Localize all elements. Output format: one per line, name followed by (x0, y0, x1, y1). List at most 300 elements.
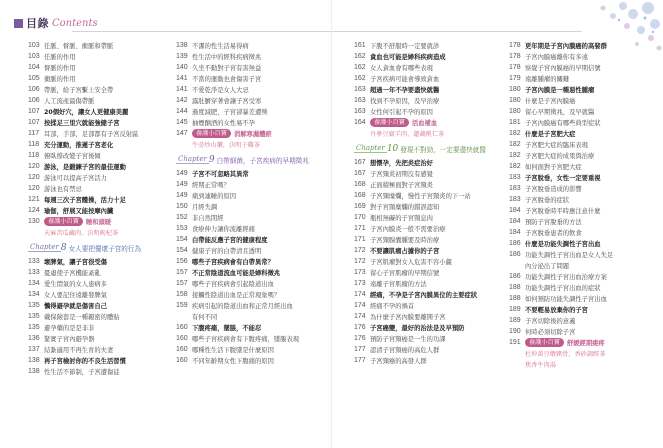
chapter-title: 白帶細菌，子宮疾病的早期徵兆 (216, 156, 309, 165)
toc-entry[interactable] (509, 315, 629, 326)
page-number: 130 (28, 218, 40, 225)
page-number: 141 (176, 86, 188, 93)
toc-entry[interactable] (354, 278, 474, 289)
entry-title: 衝脈的作用 (44, 76, 76, 83)
entry-title: 正面積極面對子宮頸炎 (370, 182, 433, 189)
page-number: 189 (509, 306, 521, 313)
toc-entry[interactable] (354, 289, 478, 300)
entry-title: 人工流產最傷帶脈 (44, 98, 95, 105)
toc-list (354, 40, 474, 117)
page-number: 178 (509, 53, 521, 60)
toc-entry[interactable] (176, 278, 296, 289)
entry-title: 憂慮使子宮機能紊亂 (44, 270, 101, 277)
toc-entry[interactable] (176, 311, 296, 322)
page-number: 176 (354, 324, 366, 331)
chapter-title: 發現不對勁，一定要盡快就醫 (400, 145, 486, 154)
toc-list (176, 40, 296, 128)
toc-entry[interactable] (354, 40, 474, 51)
entry-title: 遠離腫瘤的關鍵 (525, 76, 570, 83)
page-number: 171 (354, 236, 366, 243)
entry-title: 過度減肥，子宮卻暴差遭殃 (192, 109, 268, 116)
toc-list (509, 40, 629, 337)
page-number: 188 (509, 284, 521, 291)
entry-title: 子宮頸炎初期沒有感覺 (370, 171, 433, 178)
page-number: 163 (354, 108, 366, 115)
toc-entry[interactable] (28, 333, 148, 344)
toc-entry[interactable] (354, 300, 474, 311)
page-number: 137 (28, 346, 40, 353)
entry-title: 不同年齡期女性下腹痛的原因 (192, 358, 274, 365)
chapter-number: 8 (60, 242, 67, 253)
page-number: 182 (509, 163, 521, 170)
toc-entry[interactable] (509, 161, 629, 172)
entry-title: 久坐不動對子宮有害無益 (192, 65, 262, 72)
page-number: 120 (28, 163, 40, 170)
chapter-heading[interactable] (354, 142, 486, 155)
toc-entry[interactable] (28, 256, 148, 267)
toc-entry[interactable] (28, 128, 148, 139)
page-number: 191 (509, 339, 521, 346)
page-number: 176 (354, 335, 366, 342)
page-number: 158 (176, 291, 188, 298)
toc-list (28, 256, 148, 377)
page-number: 186 (509, 240, 521, 247)
entry-title: 游泳也有禁忌 (44, 186, 82, 193)
page-number: 139 (176, 53, 188, 60)
page-number: 162 (354, 75, 366, 82)
page-number: 160 (176, 335, 188, 342)
entry-title: 女性何引起不孕的原因 (370, 109, 433, 116)
toc-entry[interactable] (509, 172, 629, 183)
entry-title: 功能失調性子宮出血是女人失足 (525, 252, 614, 259)
page-number: 181 (509, 119, 521, 126)
entry-title: 預防子宮頸癌是一生的功課 (370, 336, 446, 343)
toc-entry[interactable] (28, 322, 148, 333)
page-number: 138 (176, 42, 188, 49)
toc-entry[interactable] (354, 84, 474, 95)
toc-entry[interactable] (509, 271, 629, 282)
toc-special-row[interactable] (354, 117, 474, 128)
page-number: 149 (176, 170, 188, 177)
entry-title: 任脈、督脈、衝脈和帶脈 (44, 43, 114, 50)
page-number: 107 (28, 108, 40, 115)
entry-title: 不潔的性生活易得病 (192, 43, 249, 50)
toc-entry[interactable] (354, 333, 474, 344)
toc-entry[interactable] (509, 216, 629, 227)
page-number: 174 (354, 313, 366, 320)
toc-entry[interactable] (176, 201, 296, 212)
entry-title: 子宮頸癌的高發人群 (370, 358, 427, 365)
recipe-note: 杜仲黃豆燉豬骨，香砂調經茶 (525, 351, 606, 358)
toc-entry[interactable] (28, 366, 148, 377)
entry-title: 耳部，手部，足部都有子宮反射區 (44, 131, 139, 138)
toc-entry[interactable] (354, 62, 474, 73)
page-number: 106 (28, 97, 40, 104)
page-number: 183 (509, 174, 521, 181)
toc-entry[interactable] (354, 157, 474, 168)
page-number: 156 (176, 258, 188, 265)
toc-entry[interactable] (28, 267, 148, 278)
entry-title: 痛到連睡的原因 (192, 193, 237, 200)
page-number: 163 (354, 97, 366, 104)
page-number: 120 (28, 185, 40, 192)
page-number: 184 (509, 229, 521, 236)
toc-entry[interactable] (354, 267, 474, 278)
page-number: 164 (354, 119, 366, 126)
entry-title: 瑜伽，舒展又能按摩內臟 (44, 208, 114, 215)
toc-entry[interactable] (509, 304, 629, 315)
toc-entry[interactable] (509, 139, 629, 150)
page-number: 152 (176, 214, 188, 221)
entry-title: 什麼是子宮肥大症 (525, 131, 576, 138)
page-number: 142 (176, 97, 188, 104)
recipe-note: 丹參豆腐羊肉，蓮藕桃仁茶 (370, 131, 445, 138)
entry-title: 瓶相無礙的子宮頸息肉 (370, 215, 433, 222)
toc-entry[interactable] (176, 62, 296, 73)
page-number: 182 (509, 152, 521, 159)
toc-entry[interactable] (28, 106, 148, 117)
entry-title: 帶脈，給子宮繫上安全帶 (44, 87, 114, 94)
page-number: 177 (354, 357, 366, 364)
toc-entry[interactable] (176, 106, 296, 117)
page-number: 118 (28, 152, 40, 159)
recipe-title: 睡和頭暖 (85, 219, 112, 226)
entry-title: 想懷孕，先把炎症治好 (370, 160, 433, 167)
chapter-number: 9 (208, 154, 215, 165)
toc-entry[interactable] (176, 73, 296, 84)
entry-title: 遠離子宮肌瘤的方法 (370, 281, 427, 288)
entry-title: 緊實子宮內避孕器 (44, 336, 95, 343)
header-divider (72, 31, 582, 32)
entry-title: 有何不同 (192, 314, 218, 321)
entry-title: 子宮肌瘤對女人危害不容小覷 (370, 259, 452, 266)
toc-entry[interactable] (28, 84, 148, 95)
toc-column-2 (176, 40, 309, 366)
entry-title: 子宮內膜癌有哪些典型症狀 (525, 120, 601, 127)
page-number: 154 (176, 247, 188, 254)
entry-title: 子宮脫垂，女性一定要重視 (525, 175, 601, 182)
toc-entry[interactable] (509, 73, 629, 84)
recipe-note: 牛蒡炒山藥，決明子雞茶 (192, 142, 261, 149)
toc-entry[interactable] (176, 212, 296, 223)
entry-title: 性生活不節制，子宮遭傷徒 (44, 369, 120, 376)
entry-title: 哪種性生活下腹墜是什麼原因 (192, 347, 274, 354)
page-number: 149 (176, 192, 188, 199)
entry-title: 子宮脫垂患者的飲食 (525, 230, 582, 237)
page-number: 189 (509, 317, 521, 324)
entry-title: 不正常陰道流血可能是婦科徵兆 (192, 270, 281, 277)
entry-title: 功能失調性子宮出血治療方案 (525, 274, 607, 281)
entry-title: 認清子宮頸癌的高危人群 (370, 347, 440, 354)
toc-entry[interactable] (354, 245, 474, 256)
toc-entry[interactable] (509, 40, 629, 51)
page-number: 133 (28, 269, 40, 276)
entry-title: 內分泌出了問題 (525, 263, 570, 270)
toc-entry[interactable] (509, 249, 629, 260)
entry-title: 懶得避孕就是傷害自己 (44, 303, 107, 310)
toc-entry[interactable] (28, 40, 148, 51)
page-number: 174 (354, 291, 366, 298)
page-number: 106 (28, 86, 40, 93)
page-number: 173 (354, 280, 366, 287)
entry-title: 子宮內膜是一種惡性腫瘤 (525, 87, 595, 94)
chapter-number: 10 (386, 143, 399, 154)
toc-list (354, 157, 478, 366)
chapter-heading[interactable] (28, 241, 148, 254)
toc-entry[interactable] (28, 161, 148, 172)
page-number: 159 (176, 302, 188, 309)
toc-entry[interactable] (509, 117, 629, 128)
entry-title: 子宮頸糜爛，慢性子宮頸炎的下一站 (370, 193, 471, 200)
header-square-icon (14, 19, 23, 28)
toc-entry[interactable] (28, 355, 148, 366)
entry-title: 子宮內膜癌離你有多遠 (525, 54, 588, 61)
toc-entry[interactable] (509, 205, 629, 216)
toc-entry[interactable] (354, 322, 474, 333)
toc-entry[interactable] (28, 172, 148, 183)
entry-title: 子宮切除後的意義 (525, 318, 576, 325)
page-number: 168 (354, 181, 366, 188)
page-number: 160 (176, 324, 188, 331)
toc-entry[interactable] (509, 183, 629, 194)
toc-entry[interactable] (176, 234, 296, 245)
toc-entry[interactable] (354, 256, 474, 267)
toc-entry[interactable] (509, 106, 629, 117)
page-number: 183 (509, 185, 521, 192)
entry-title: 游泳可以提高子宮活力 (44, 175, 107, 182)
toc-entry[interactable] (176, 84, 296, 95)
page-number: 183 (509, 196, 521, 203)
page-number: 161 (354, 42, 366, 49)
entry-title: 子宮癌變，最好的治法是及早預防 (370, 325, 465, 332)
page-number: 138 (28, 357, 40, 364)
toc-special-row[interactable] (28, 216, 148, 227)
entry-title: 充分運動，推遲子宮老化 (44, 142, 114, 149)
toc-entry[interactable] (176, 289, 296, 300)
page-number: 157 (176, 280, 188, 287)
toc-entry[interactable] (354, 95, 474, 106)
page-number: 170 (354, 214, 366, 221)
toc-entry[interactable] (354, 190, 474, 201)
page-number: 167 (354, 159, 366, 166)
entry-title: 如何預防功能失調性子宮出血 (525, 296, 607, 303)
toc-entry[interactable] (176, 333, 300, 344)
page-number: 172 (354, 247, 366, 254)
toc-entry[interactable] (28, 117, 148, 128)
entry-title: 子宮脫垂的症狀 (525, 197, 570, 204)
toc-entry[interactable] (354, 355, 474, 366)
entry-title: 什麼是功能失調性子宮出血 (525, 241, 601, 248)
toc-entry[interactable] (176, 179, 296, 190)
toc-entry[interactable] (176, 223, 296, 234)
toc-entry[interactable] (176, 344, 296, 355)
toc-entry[interactable] (28, 205, 148, 216)
entry-title: 不要輕易放棄你的子宮 (525, 307, 588, 314)
entry-title: 食療伸力讓你流離經痛 (192, 226, 255, 233)
toc-entry[interactable] (509, 128, 629, 139)
toc-entry[interactable] (176, 95, 296, 106)
entry-title: 經痛，不孕是子宮內膜異位的主要症狀 (370, 292, 478, 299)
entry-title: 察覺子宮內膜癌的早期信號 (525, 65, 601, 72)
toc-entry[interactable] (28, 344, 148, 355)
page-number: 134 (28, 280, 40, 287)
toc-entry[interactable] (176, 355, 296, 366)
toc-entry[interactable] (28, 139, 148, 150)
toc-entry[interactable] (354, 212, 474, 223)
entry-title: 子宮不可忽略其異常 (192, 171, 249, 178)
page-number: 184 (509, 207, 521, 214)
toc-entry[interactable] (509, 260, 629, 271)
page-number: 160 (176, 357, 188, 364)
toc-entry[interactable] (176, 40, 296, 51)
entry-title: 俯臥撐改變子宮後傾 (44, 153, 101, 160)
page-number: 104 (28, 64, 40, 71)
page-number: 177 (354, 346, 366, 353)
page-number: 157 (176, 269, 188, 276)
page-number: 149 (176, 181, 188, 188)
toc-entry[interactable] (28, 300, 148, 311)
chapter-heading[interactable] (176, 153, 309, 166)
toc-entry[interactable] (176, 245, 296, 256)
toc-entry[interactable] (509, 282, 629, 293)
toc-entry[interactable] (509, 95, 629, 106)
toc-entry[interactable] (509, 293, 629, 304)
toc-list (176, 168, 300, 366)
toc-entry[interactable] (176, 322, 296, 333)
entry-title: 露肚臍穿著會讓子宮受寒 (192, 98, 262, 105)
toc-entry[interactable] (354, 106, 474, 117)
entry-title: 白帶能反應子宮的健康程度 (192, 237, 268, 244)
toc-entry[interactable] (354, 168, 474, 179)
toc-entry[interactable] (509, 84, 629, 95)
toc-entry[interactable] (28, 311, 148, 322)
toc-entry[interactable] (28, 278, 148, 289)
toc-entry[interactable] (28, 289, 148, 300)
entry-title: 結紮適用不再生育的夫妻 (44, 347, 114, 354)
page-spine (331, 0, 332, 448)
page-number: 107 (28, 119, 40, 126)
recipe-note: 焦香牛肉湯 (525, 362, 556, 369)
page-number: 190 (509, 328, 521, 335)
toc-entry[interactable] (28, 51, 148, 62)
toc-special-row[interactable] (509, 337, 629, 348)
page-number: 182 (509, 130, 521, 137)
entry-title: 如何面對子宮肥大症 (525, 164, 582, 171)
toc-entry[interactable] (176, 117, 296, 128)
page-number: 133 (28, 258, 40, 265)
page-number: 140 (176, 64, 188, 71)
chapter-label: Chapter (356, 144, 385, 152)
page-number: 184 (509, 218, 521, 225)
toc-entry[interactable] (509, 62, 629, 73)
toc-entry[interactable] (354, 223, 474, 234)
page-number: 120 (28, 174, 40, 181)
toc-entry[interactable] (28, 194, 148, 205)
page-number: 188 (509, 295, 521, 302)
entry-title: 子宮脫垂時平時應注意什麼 (525, 208, 601, 215)
page-number: 121 (28, 196, 40, 203)
page-number: 103 (28, 42, 40, 49)
toc-entry[interactable] (509, 227, 629, 238)
page-number: 118 (28, 141, 40, 148)
toc-entry[interactable] (28, 183, 148, 194)
page-number: 105 (28, 75, 40, 82)
entry-title: 哪些子宮疾病會有白帶異常？ (192, 259, 274, 266)
entry-title: 女人要記住遠離發脾氣 (44, 292, 107, 299)
toc-list (28, 40, 148, 216)
toc-entry[interactable] (354, 344, 474, 355)
entry-title: 不當的運動也會傷害子宮 (192, 76, 262, 83)
toc-entry[interactable] (28, 62, 148, 73)
page-subtitle: Contents (52, 17, 98, 29)
entry-title: 月經失調 (192, 204, 218, 211)
recipe-badge: 養護小百寶 (370, 118, 409, 127)
page-number: 135 (28, 302, 40, 309)
entry-title: 什麼是子宮內膜癌 (525, 98, 576, 105)
toc-entry[interactable] (354, 73, 474, 84)
toc-entry[interactable] (176, 168, 296, 179)
toc-entry[interactable] (354, 201, 474, 212)
entry-title: 按揉足三里穴就能強健子宮 (44, 120, 120, 127)
toc-entry[interactable] (176, 190, 296, 201)
toc-entry[interactable] (176, 51, 296, 62)
contents-header (14, 14, 98, 32)
entry-title: 每週三次子宮體操，活力十足 (44, 197, 126, 204)
entry-title: 留心早期徵兆，及早就醫 (525, 109, 595, 116)
toc-entry[interactable] (509, 51, 629, 62)
page-number: 163 (354, 86, 366, 93)
toc-entry[interactable] (176, 267, 296, 278)
toc-entry[interactable] (354, 311, 474, 322)
toc-entry[interactable] (509, 194, 629, 205)
page-number: 172 (354, 258, 366, 265)
toc-entry[interactable] (354, 234, 474, 245)
entry-title: 找到不孕原因，及早治療 (370, 98, 440, 105)
entry-title: 對子宮頸糜爛的錯誤認知 (370, 204, 440, 211)
entry-title: 哪些子宮疾病會有下腹疼痛，墜脹表現 (192, 336, 300, 343)
toc-entry[interactable] (176, 256, 296, 267)
entry-title: 經痛不孕的禍首 (370, 303, 415, 310)
page-number: 136 (28, 335, 40, 342)
page-number: 160 (176, 346, 188, 353)
page-number: 169 (354, 203, 366, 210)
toc-entry[interactable] (28, 73, 148, 84)
page-number: 171 (354, 225, 366, 232)
page-number: 145 (176, 119, 188, 126)
toc-entry[interactable] (354, 51, 474, 62)
toc-entry[interactable] (509, 326, 629, 337)
entry-title: 哪些子宮疾病會引起陰道出血 (192, 281, 274, 288)
entry-title: 健康子宮的白帶清且透明 (192, 248, 262, 255)
chapter-title: 女人要把優壞子宮的行為 (68, 244, 142, 253)
entry-title: 再子宮檢討你的不良生活習慣 (44, 358, 126, 365)
toc-entry[interactable] (509, 238, 629, 249)
toc-special-row[interactable] (176, 128, 296, 139)
page-number: 135 (28, 324, 40, 331)
recipe-badge: 養護小百寶 (192, 129, 231, 138)
entry-title: 戴保險套是一種親密的體貼 (44, 314, 120, 321)
page-number: 180 (509, 86, 521, 93)
toc-entry[interactable] (28, 95, 148, 106)
toc-entry[interactable] (176, 300, 296, 311)
toc-entry[interactable] (509, 150, 629, 161)
page-number: 162 (354, 53, 366, 60)
entry-title: 為什麼子宮內膜要離開子宮 (370, 314, 446, 321)
toc-entry[interactable] (354, 179, 474, 190)
page-number: 103 (28, 53, 40, 60)
toc-entry[interactable] (28, 150, 148, 161)
entry-title: 壞脾氣，讓子宮很受傷 (44, 259, 107, 266)
